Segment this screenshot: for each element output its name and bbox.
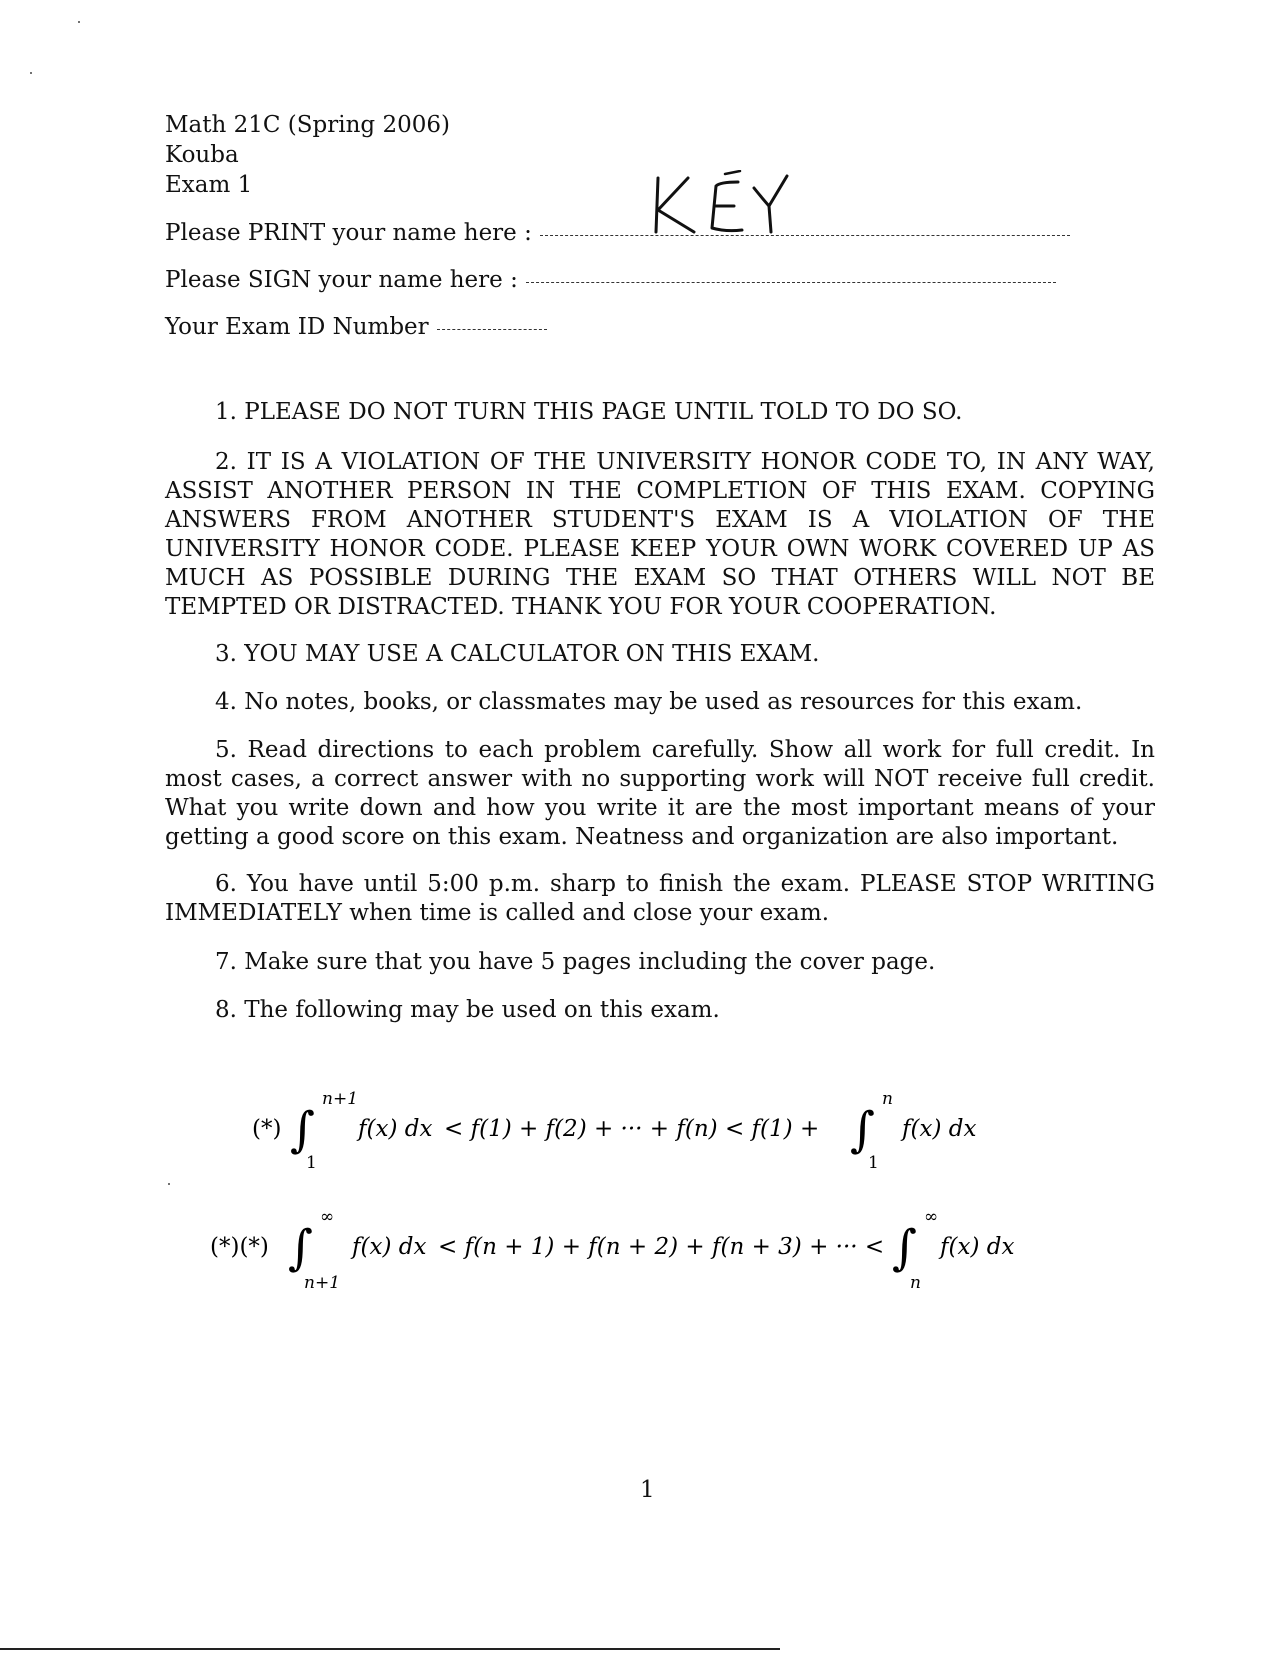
formula-1-integrand-2: f(x) dx	[902, 1116, 977, 1142]
scan-speck	[78, 21, 80, 23]
instruction-5: 5. Read directions to each problem carefully. Show all work for full credit. In most cases, a correct answer with no supporting work will NOT receive full credit. What you write down and how you write it are the most important means of your getting a good score on this exam. Neatness and organization are also important.	[165, 737, 1155, 850]
exam-header	[165, 110, 450, 200]
instruction-2: 2. IT IS A VIOLATION OF THE UNIVERSITY HONOR CODE TO, IN ANY WAY, ASSIST ANOTHER PERSON IN THE COMPLETION OF THIS EXAM. COPYING ANSWERS FROM ANOTHER STUDENT'S EXAM IS A VIOLATION OF THE UNIVERSITY HONOR CODE. PLEASE KEEP YOUR OWN WORK COVERED UP AS MUCH AS POSSIBLE DURING THE EXAM SO THAT OTHERS WILL NOT BE TEMPTED OR DISTRACTED. THANK YOU FOR YOUR COOPERATION.	[165, 449, 1155, 620]
formula-2-sum: < f(n + 1) + f(n + 2) + f(n + 3) + ··· <	[438, 1234, 885, 1260]
exam-id-label: Your Exam ID Number	[165, 314, 429, 340]
integral-sign: ∫	[288, 1220, 314, 1276]
exam-id-row	[165, 312, 547, 342]
formula-2-upper-limit-2: ∞	[924, 1208, 939, 1227]
sign-name-label: Please SIGN your name here :	[165, 267, 518, 293]
formula-2-upper-limit: ∞	[320, 1208, 335, 1227]
instruction-3: 3. YOU MAY USE A CALCULATOR ON THIS EXAM.	[215, 641, 820, 667]
formula-1-tag: (*)	[252, 1116, 282, 1142]
instruction-8: 8. The following may be used on this exam.	[215, 997, 720, 1023]
sign-name-field[interactable]	[526, 281, 1056, 283]
scan-speck	[168, 1183, 170, 1185]
exam-title: Exam 1	[165, 172, 253, 198]
print-name-field[interactable]	[540, 234, 1070, 236]
exam-id-field[interactable]	[437, 328, 547, 330]
print-name-row	[165, 218, 1070, 248]
formula-1-lower-limit: 1	[306, 1153, 317, 1173]
formula-1-integrand: f(x) dx	[358, 1116, 433, 1142]
scan-speck	[30, 72, 32, 74]
formula-1-upper-limit: n+1	[322, 1090, 359, 1109]
formula-2-lower-limit: n+1	[304, 1273, 341, 1293]
formula-2-integrand: f(x) dx	[352, 1234, 427, 1260]
integral-sign: ∫	[850, 1102, 876, 1158]
page-number: 1	[640, 1477, 655, 1503]
sign-name-row	[165, 265, 1056, 295]
integral-sign: ∫	[290, 1102, 316, 1158]
integral-sign: ∫	[892, 1220, 918, 1276]
instruction-4: 4. No notes, books, or classmates may be used as resources for this exam.	[215, 689, 1083, 715]
formula-tail-bounds	[200, 1208, 1040, 1298]
instruction-7: 7. Make sure that you have 5 pages including the cover page.	[215, 949, 936, 975]
formula-1-upper-limit-2: n	[882, 1090, 893, 1109]
formula-1-lower-limit-2: 1	[868, 1153, 879, 1173]
formula-2-lower-limit-2: n	[910, 1273, 921, 1293]
formula-2-integrand-2: f(x) dx	[940, 1234, 1015, 1260]
instruction-6: 6. You have until 5:00 p.m. sharp to finish the exam. PLEASE STOP WRITING IMMEDIATELY when time is called and close your exam.	[165, 871, 1155, 926]
course-title: Math 21C (Spring 2006)	[165, 112, 450, 138]
instruction-1: 1. PLEASE DO NOT TURN THIS PAGE UNTIL TOLD TO DO SO.	[215, 399, 963, 425]
instructor-name: Kouba	[165, 142, 239, 168]
formula-1-sum: < f(1) + f(2) + ··· + f(n) < f(1) +	[444, 1116, 820, 1142]
formula-integral-bounds	[240, 1090, 1020, 1180]
print-name-label: Please PRINT your name here :	[165, 220, 532, 246]
formula-2-tag: (*)(*)	[210, 1234, 269, 1260]
page-bottom-edge	[0, 1648, 780, 1650]
